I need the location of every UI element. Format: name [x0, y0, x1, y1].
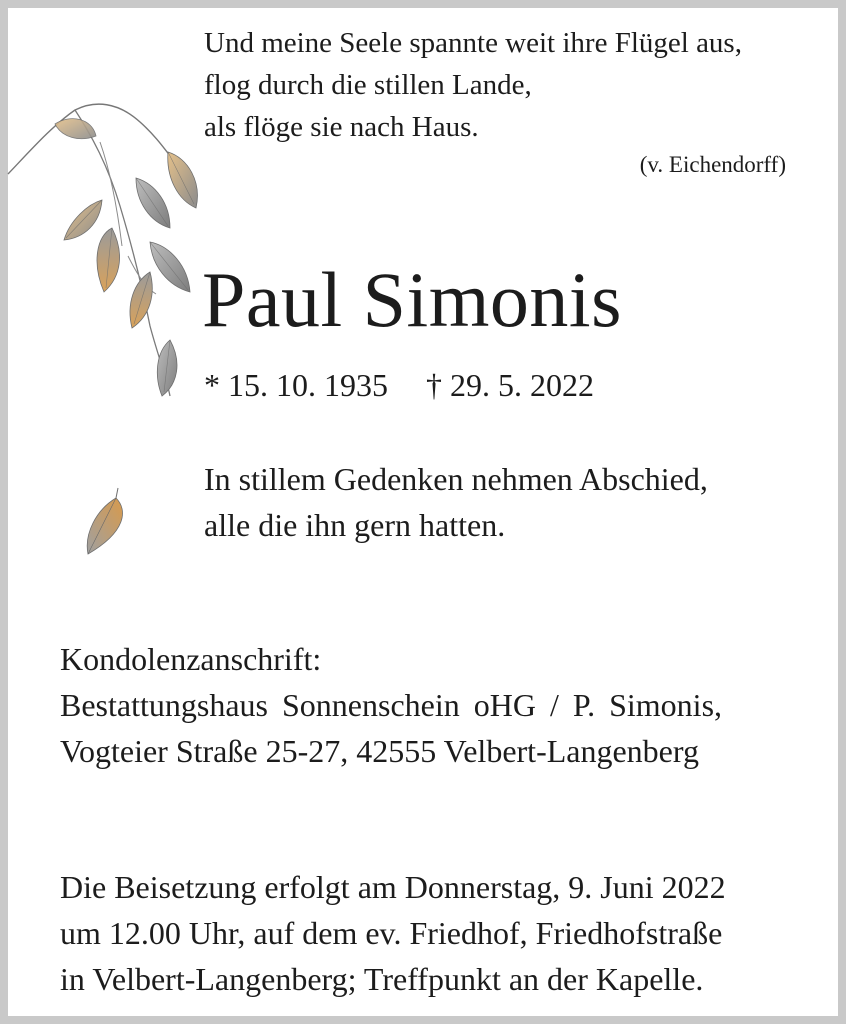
poem-line: flog durch die stillen Lande,	[204, 69, 532, 101]
condolence-address	[60, 636, 722, 774]
condolence-line: Bestattungshaus Sonnenschein oHG / P. Simonis,	[60, 687, 723, 723]
deceased-name: Paul Simonis	[202, 256, 622, 343]
burial-line: Die Beisetzung erfolgt am Donnerstag, 9. Juni 2022	[60, 869, 726, 905]
poem	[204, 22, 742, 148]
poem-line: Und meine Seele spannte weit ihre Flügel aus,	[204, 27, 742, 59]
death-date: † 29. 5. 2022	[426, 367, 594, 403]
leaf-branch-icon	[0, 96, 200, 406]
burial-line: um 12.00 Uhr, auf dem ev. Friedhof, Friedhofstraße	[60, 915, 723, 951]
poem-author: (v. Eichendorff)	[639, 152, 786, 177]
condolence-heading: Kondolenzanschrift:	[60, 641, 322, 677]
birth-date: * 15. 10. 1935	[204, 367, 388, 403]
farewell-text	[204, 456, 708, 548]
farewell-line: alle die ihn gern hatten.	[204, 507, 506, 543]
burial-line: in Velbert-Langenberg; Treffpunkt an der Kapelle.	[60, 961, 704, 997]
burial-info	[60, 864, 726, 1002]
life-dates	[204, 364, 594, 406]
farewell-line: In stillem Gedenken nehmen Abschied,	[204, 461, 708, 497]
single-leaf-icon	[80, 484, 130, 560]
poem-line: als flöge sie nach Haus.	[204, 111, 479, 143]
condolence-line: Vogteier Straße 25-27, 42555 Velbert-Langenberg	[60, 733, 699, 769]
